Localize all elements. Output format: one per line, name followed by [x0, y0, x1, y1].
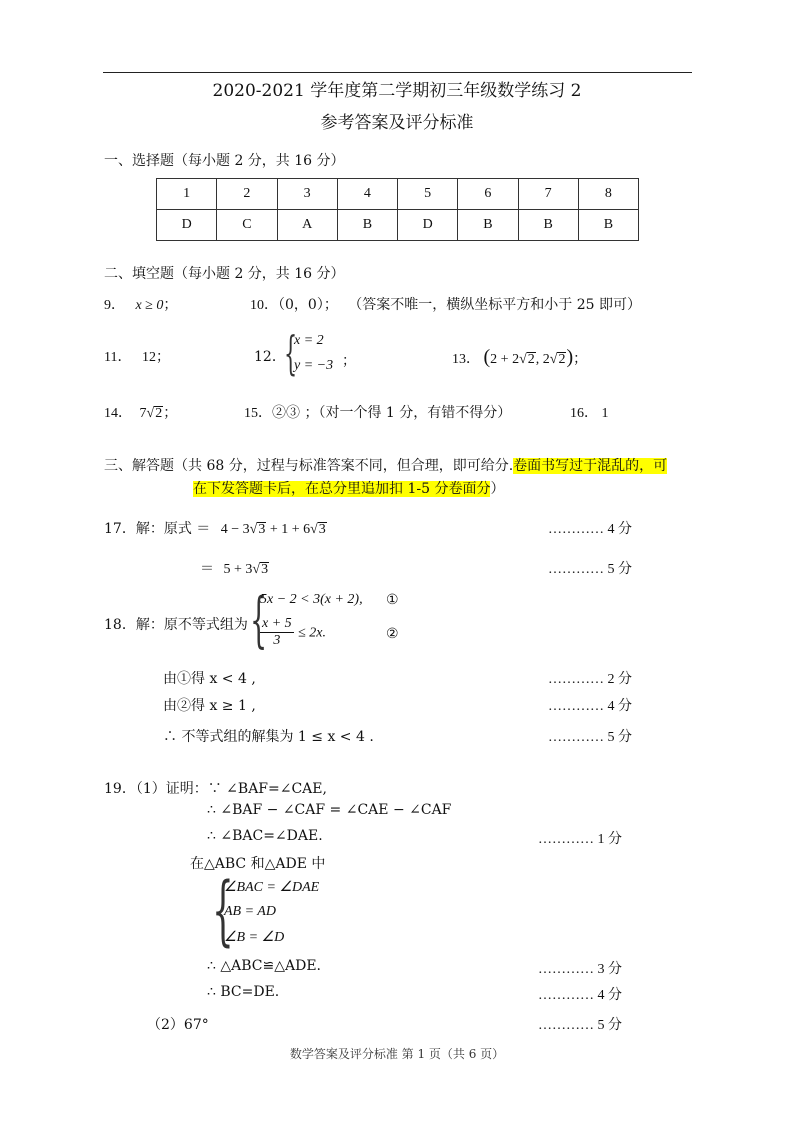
- q19-condition-2: AB = AD: [224, 904, 276, 919]
- q18-inequality-1: 5x − 2 < 3(x + 2),: [260, 592, 363, 607]
- punctuation: ；: [163, 297, 178, 313]
- answer-q13: 13． (2 + 2√2, 2√2)；: [452, 346, 588, 368]
- radicand: 3: [318, 522, 326, 537]
- table-row-numbers: [157, 179, 639, 210]
- answer-note: （答案不唯一，横纵坐标平方和小于 25 即可）: [348, 297, 641, 313]
- table-cell: B: [578, 210, 638, 241]
- answer-value: 1: [601, 406, 609, 421]
- answer-q12-line1: x = 2: [294, 333, 324, 348]
- answer-value: （0，0）；: [278, 297, 338, 313]
- table-cell: B: [518, 210, 578, 241]
- q17-label: 17．解：原式 ＝: [104, 521, 211, 537]
- coefficient: 7: [139, 406, 147, 421]
- equals: ＝: [200, 562, 214, 577]
- section3-heading-line2: [193, 478, 504, 498]
- table-cell: 4: [337, 179, 397, 210]
- brace-icon: {: [212, 865, 234, 954]
- answer-q12-number: 12．: [254, 349, 286, 365]
- table-cell: D: [157, 210, 217, 241]
- term: 4 − 3: [220, 522, 250, 537]
- brace-icon: {: [250, 585, 268, 655]
- answer-value: 12；: [141, 350, 170, 365]
- answer-q9: [104, 294, 177, 314]
- table-cell: C: [217, 210, 277, 241]
- radicand: 3: [261, 562, 269, 577]
- score-mark: ………… 4 分: [548, 699, 632, 714]
- circled-1-icon: ①: [386, 592, 399, 608]
- table-cell: D: [398, 210, 458, 241]
- table-cell: 6: [458, 179, 518, 210]
- table-cell: B: [337, 210, 397, 241]
- paren-close: ): [566, 346, 574, 368]
- q18-step2: 由②得 x ≥ 1 ,: [163, 698, 256, 714]
- table-cell: 3: [277, 179, 337, 210]
- highlighted-note: 在下发答题卡后，在总分里追加扣 1-5 分卷面分: [193, 481, 491, 497]
- fraction: [260, 616, 294, 649]
- question-number: 15．: [244, 406, 272, 421]
- term: + 1 + 6: [266, 522, 311, 537]
- highlighted-note: 卷面书写过于混乱的，可: [513, 458, 668, 474]
- q18-inequality-2: [260, 616, 326, 649]
- page-footer: 数学答案及评分标准 第 1 页（共 6 页）: [289, 1047, 505, 1061]
- question-number: 16．: [570, 406, 598, 421]
- table-cell: 1: [157, 179, 217, 210]
- q17-line2: ＝ 5 + 3√3: [200, 562, 269, 577]
- term: 5 + 3: [223, 562, 253, 577]
- q19-line3: ∴ ∠BAC=∠DAE.: [207, 828, 323, 844]
- radicand: 2: [527, 352, 535, 367]
- table-cell: B: [458, 210, 518, 241]
- table-cell: 5: [398, 179, 458, 210]
- q19-line1: 19．（1）证明：∵ ∠BAF=∠CAE,: [104, 781, 327, 797]
- question-number: 11．: [104, 350, 132, 365]
- punctuation: ）: [490, 481, 505, 497]
- q19-line2: ∴ ∠BAF − ∠CAF = ∠CAE − ∠CAF: [207, 802, 452, 818]
- answer-q15: [244, 402, 511, 422]
- table-cell: 7: [518, 179, 578, 210]
- punctuation: ；: [573, 352, 588, 367]
- q19-line6: ∴ BC=DE.: [207, 984, 280, 1000]
- score-mark: ………… 2 分: [548, 672, 632, 687]
- q18-step1: 由①得 x < 4 ,: [163, 671, 256, 687]
- q19-part2: （2）67°: [147, 1017, 209, 1033]
- answer-table: [156, 178, 639, 241]
- radicand: 3: [258, 522, 266, 537]
- score-mark: ………… 3 分: [538, 962, 622, 977]
- q19-line5: ∴ △ABC≌△ADE.: [207, 958, 321, 974]
- term: 2 + 2: [490, 352, 520, 367]
- score-mark: ………… 4 分: [538, 988, 622, 1003]
- section2-heading: 二、填空题（每小题 2 分，共 16 分）: [104, 266, 345, 282]
- punctuation: ；: [342, 353, 356, 369]
- denominator: 3: [273, 633, 281, 648]
- q17-line1: 17．解：原式 ＝ 4 − 3√3 + 1 + 6√3: [104, 521, 326, 537]
- q19-condition-1: ∠BAC = ∠DAE: [224, 880, 320, 895]
- page-subtitle: 参考答案及评分标准: [320, 113, 474, 133]
- table-cell: 8: [578, 179, 638, 210]
- answer-q11: [104, 346, 170, 366]
- answer-value: ②③ ；（对一个得 1 分，有错不得分）: [272, 405, 512, 421]
- table-cell: A: [277, 210, 337, 241]
- answer-q14: 14． 7√2；: [104, 406, 178, 421]
- radicand: 2: [558, 352, 566, 367]
- page-title: 2020-2021 学年度第二学期初三年级数学练习 2: [212, 81, 582, 101]
- paren-open: (: [483, 346, 491, 368]
- question-number: 14．: [104, 406, 132, 421]
- answer-q16: [570, 402, 609, 422]
- term: , 2: [535, 352, 550, 367]
- score-mark: ………… 5 分: [548, 562, 632, 577]
- q18-label: 18．解：原不等式组为: [104, 617, 248, 633]
- brace-icon: {: [284, 326, 298, 380]
- table-cell: 2: [217, 179, 277, 210]
- question-number: 9．: [104, 298, 125, 313]
- q18-step3: ∴ 不等式组的解集为 1 ≤ x < 4 .: [163, 729, 374, 745]
- score-mark: ………… 5 分: [538, 1018, 622, 1033]
- section3-heading: [104, 455, 667, 475]
- question-number: 13．: [452, 352, 480, 367]
- circled-2-icon: ②: [386, 626, 399, 642]
- question-number: 10．: [250, 298, 278, 313]
- score-mark: ………… 5 分: [548, 730, 632, 745]
- score-mark: ………… 1 分: [538, 832, 622, 847]
- q19-condition-3: ∠B = ∠D: [224, 930, 285, 945]
- numerator: x + 5: [262, 616, 292, 631]
- radicand: 2: [155, 406, 163, 421]
- header-rule: [103, 72, 692, 73]
- section3-heading-text: 三、解答题（共 68 分，过程与标准答案不同，但合理，即可给分.: [104, 458, 514, 474]
- answer-value: x ≥ 0: [135, 298, 164, 313]
- section1-heading: 一、选择题（每小题 2 分，共 16 分）: [104, 153, 345, 169]
- q19-line4: 在△ABC 和△ADE 中: [190, 856, 326, 872]
- punctuation: ；: [163, 406, 178, 421]
- table-row-answers: [157, 210, 639, 241]
- term: ≤ 2x.: [298, 625, 327, 641]
- answer-q10: [250, 294, 641, 314]
- answer-q12-line2: y = −3: [294, 358, 334, 373]
- score-mark: ………… 4 分: [548, 522, 632, 537]
